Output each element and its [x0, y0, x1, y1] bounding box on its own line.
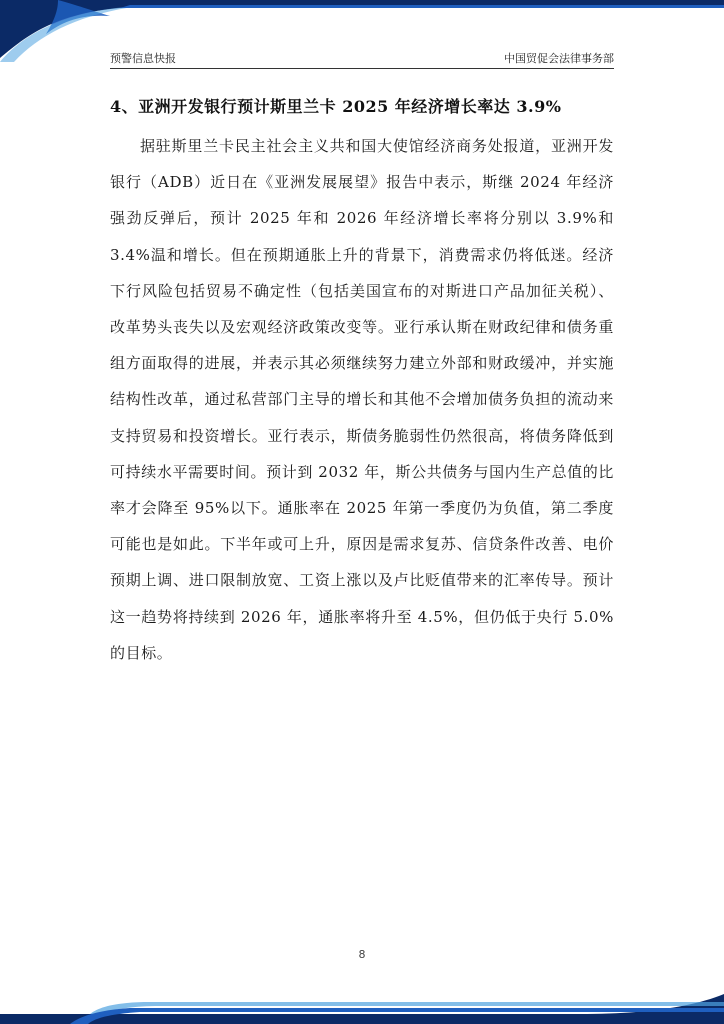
header-decoration [0, 0, 724, 62]
header-report-name: 预警信息快报 [110, 52, 176, 65]
footer-decoration [0, 990, 724, 1024]
section-title: 4、亚洲开发银行预计斯里兰卡 2025 年经济增长率达 3.9% [110, 97, 562, 116]
header-divider [110, 68, 614, 69]
section-body: 据驻斯里兰卡民主社会主义共和国大使馆经济商务处报道，亚洲开发银行（ADB）近日在《亚洲发展展望》报告中表示，斯继 2024 年经济强劲反弹后，预计 2025 年和 2026 年经济增长率将分别以 3.9%和 3.4%温和增长。但在预期通胀上升的背景下，消费需求仍将低迷。经济下行风险包括贸易不确定性（包括美国宣布的对斯进口产品加征关税）、改革势头丧失以及宏观经济政策改变等。亚行承认斯在财政纪律和债务重组方面取得的进展，并表示其必须继续努力建立外部和财政缓冲，并实施结构性改革，通过私营部门主导的增长和其他不会增加债务负担的流动来支持贸易和投资增长。亚行表示，斯债务脆弱性仍然很高，将债务降低到可持续水平需要时间。预计到 2032 年，斯公共债务与国内生产总值的比率才会降至 95%以下。通胀率在 2025 年第一季度仍为负值，第二季度可能也是如此。下半年或可上升，原因是需求复苏、信贷条件改善、电价预期上调、进口限制放宽、工资上涨以及卢比贬值带来的汇率传导。预计这一趋势将持续到 2026 年，通胀率将升至 4.5%，但仍低于央行 5.0%的目标。 [110, 137, 614, 662]
page-number: 8 [358, 948, 366, 961]
header-department: 中国贸促会法律事务部 [504, 52, 614, 65]
